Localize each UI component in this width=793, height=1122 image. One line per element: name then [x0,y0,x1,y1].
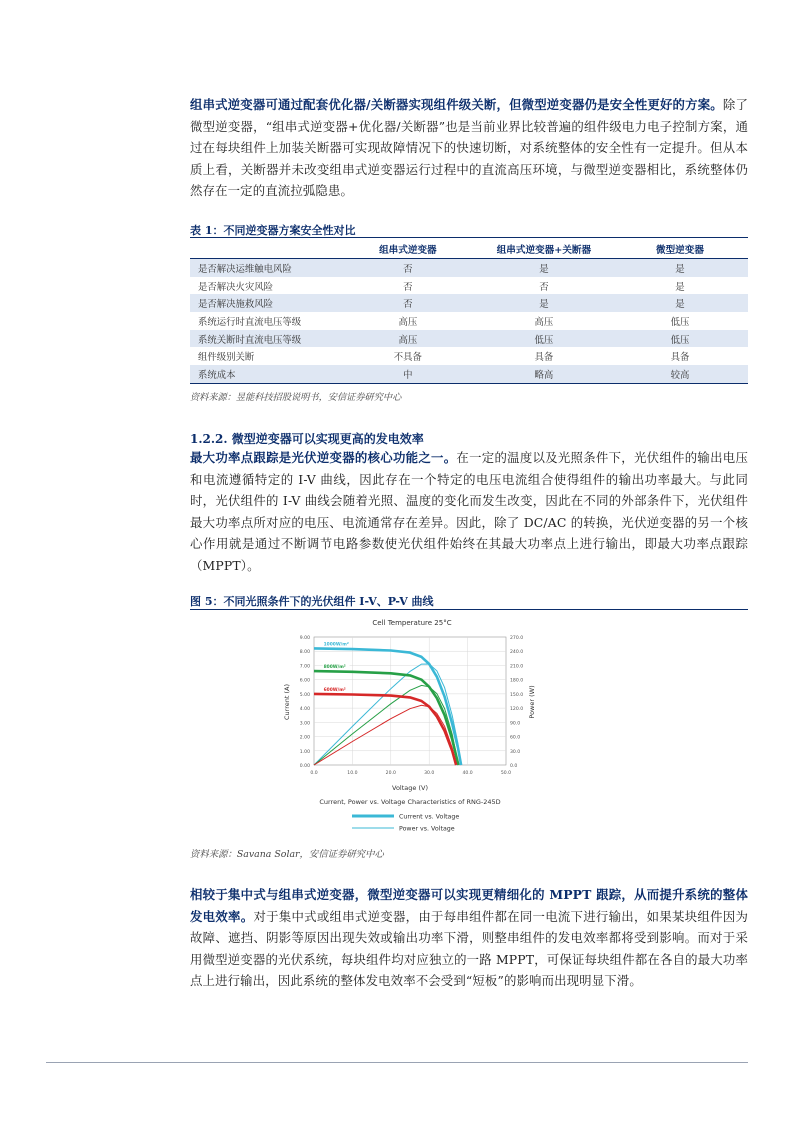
table-cell: 不具备 [393,352,422,364]
table-cell: 否 [403,281,413,293]
row-label: 是否解决运维触电风险 [190,259,340,277]
legend-label-power: Power vs. Voltage [399,825,455,833]
current-curve [314,694,456,765]
table-row [190,330,748,348]
y2-tick-label: 180.0 [510,678,524,684]
y2-tick-label: 120.0 [510,707,524,713]
comparison-table [190,239,748,384]
table-cell: 是 [476,294,612,312]
table-cell: 具备 [534,352,554,364]
section-lead: 最大功率点跟踪是光伏逆变器的核心功能之一。 [190,450,457,465]
section-heading: 1.2.2. 微型逆变器可以实现更高的发电效率 [190,432,424,446]
table-cell: 低压 [612,330,748,348]
x-tick-label: 50.0 [500,771,512,776]
plot-frame [314,637,506,765]
y2-tick-label: 210.0 [510,664,524,670]
series-label: 800W/m² [323,665,346,671]
section-paragraph [190,447,748,577]
row-label: 系统关断时直流电压等级 [190,330,340,348]
conclusion-lead: 相较于集中式与组串式逆变器，微型逆变器可以实现更精细化的 MPPT 跟踪，从而提升系统的整体发电效率。 [190,887,748,924]
intro-lead: 组串式逆变器可通过配套优化器/关断器实现组件级关断，但微型逆变器仍是安全性更好的方案。 [190,97,723,112]
y-tick-label: 1.00 [299,749,310,755]
table-header: 组串式逆变器+关断器 [476,239,612,259]
y-tick-label: 6.00 [299,678,310,684]
y-tick-label: 3.00 [299,721,310,727]
chart-subtitle: Current, Power vs. Voltage Characteristics of RNG-245D [319,798,501,806]
table-cell: 否 [340,294,476,312]
table-cell: 高压 [340,330,476,348]
chart-legend [352,814,459,833]
table-cell: 否 [539,281,549,293]
y-tick-label: 2.00 [299,735,310,741]
x-tick-label: 30.0 [424,771,435,776]
x-tick-label: 20.0 [385,771,396,776]
y2-axis-label: Power (W) [528,685,536,719]
row-label: 系统成本 [190,365,340,383]
table-row [190,312,748,330]
table-row [190,347,748,365]
footer-rule [46,1062,748,1063]
y2-tick-label: 90.0 [510,721,521,727]
figure-source: 资料来源：Savana Solar，安信证券研究中心 [190,849,384,860]
intro-paragraph [190,94,748,202]
row-label: 是否解决火灾风险 [198,281,274,293]
y-axis-ticks [300,635,310,769]
table-cell: 是 [612,259,748,277]
y2-tick-label: 0.0 [510,764,518,769]
table-header [190,239,340,259]
chart-grid [314,637,506,765]
row-label: 组件级别关断 [198,352,255,364]
conclusion-body: 对于集中式或组串式逆变器，由于每串组件都在同一电流下进行输出，如果某块组件因为故障、遮挡、阴影等原因出现失效或输出功率下滑，则整串组件的发电效率都将受到影响。而对于采用微型逆变器的光伏系统，每块组件均对应独立的一路 MPPT，可保证每块组件都在各自的最大功率点上进行输出，因此系统的整体发电效率不会受到“短板”的影响而出现明显下滑。 [190,908,749,989]
y2-tick-label: 150.0 [510,692,524,698]
table-cell: 是 [675,281,685,293]
x-tick-label: 0.0 [310,771,318,776]
row-label: 系统运行时直流电压等级 [198,316,302,328]
table-cell: 是 [612,294,748,312]
table-cell: 高压 [398,316,418,328]
y-tick-label: 5.00 [299,692,310,698]
table-cell: 较高 [612,365,748,383]
table-cell: 是 [476,259,612,277]
x-axis-ticks [310,770,511,776]
x-axis-label: Voltage (V) [392,784,428,792]
y2-tick-label: 60.0 [510,735,521,741]
y-tick-label: 8.00 [299,650,310,656]
table-cell: 高压 [534,316,554,328]
conclusion-paragraph [190,884,748,992]
table-row [190,259,748,277]
table-caption: 表 1：不同逆变器方案安全性对比 [190,224,356,237]
table-header: 组串式逆变器 [340,239,476,259]
table-header-row [190,239,748,259]
table-header: 微型逆变器 [612,239,748,259]
y2-tick-label: 30.0 [510,749,521,755]
legend-label-current: Current vs. Voltage [399,813,460,821]
iv-pv-chart [280,612,560,844]
figure-caption: 图 5：不同光照条件下的光伏组件 I-V、P-V 曲线 [190,595,434,608]
series-label: 1000W/m² [323,642,349,648]
x-tick-label: 10.0 [347,771,358,776]
table-cell: 低压 [670,316,690,328]
table-row [190,365,748,383]
table-cell: 具备 [670,352,690,364]
table-row [190,277,748,295]
y-tick-label: 9.00 [299,636,310,641]
x-tick-label: 40.0 [462,771,473,776]
y-axis-label: Current (A) [283,684,291,720]
table-row [190,294,748,312]
section-body: 在一定的温度以及光照条件下，光伏组件的输出电压和电流遵循特定的 I-V 曲线，因此存在一个特定的电压电流组合使得组件的输出功率最大。与此同时，光伏组件的 I-V 曲线会随着光照、温度的变化而发生改变，因此在不同的外部条件下，光伏组件最大功率点所对应的电压、电流通常存在差异。因此，除了 DC/AC 的转换，光伏逆变器的另一个核心作用就是通过不断调节电路参数使光伏组件始终在其最大功率点上进行输出，即最大功率点跟踪（MPPT）。 [190,450,748,573]
table-cell: 否 [340,259,476,277]
chart-title: Cell Temperature 25°C [372,619,452,627]
y2-tick-label: 240.0 [510,650,524,656]
figure-top-rule [190,609,748,610]
y-tick-label: 4.00 [299,707,310,713]
y2-tick-label: 270.0 [510,636,524,641]
series-label: 600W/m² [323,687,346,693]
table-cell: 中 [340,365,476,383]
table-cell: 略高 [476,365,612,383]
table-top-rule [190,237,748,238]
table-source: 资料来源：昱能科技招股说明书，安信证券研究中心 [190,392,402,403]
y2-axis-ticks [510,635,523,769]
y-tick-label: 7.00 [299,664,310,670]
y-tick-label: 0.00 [299,764,310,769]
intro-body: 除了微型逆变器，“组串式逆变器+优化器/关断器”也是当前业界比较普遍的组件级电力电子控制方案，通过在每块组件上加装关断器可实现故障情况下的快速切断，对系统整体的安全性有一定提升。但从本质上看，关断器并未改变组串式逆变器运行过程中的直流高压环境，与微型逆变器相比，系统整体仍然存在一定的直流拉弧隐患。 [190,97,748,199]
table-cell: 低压 [476,330,612,348]
row-label: 是否解决施救风险 [190,294,340,312]
